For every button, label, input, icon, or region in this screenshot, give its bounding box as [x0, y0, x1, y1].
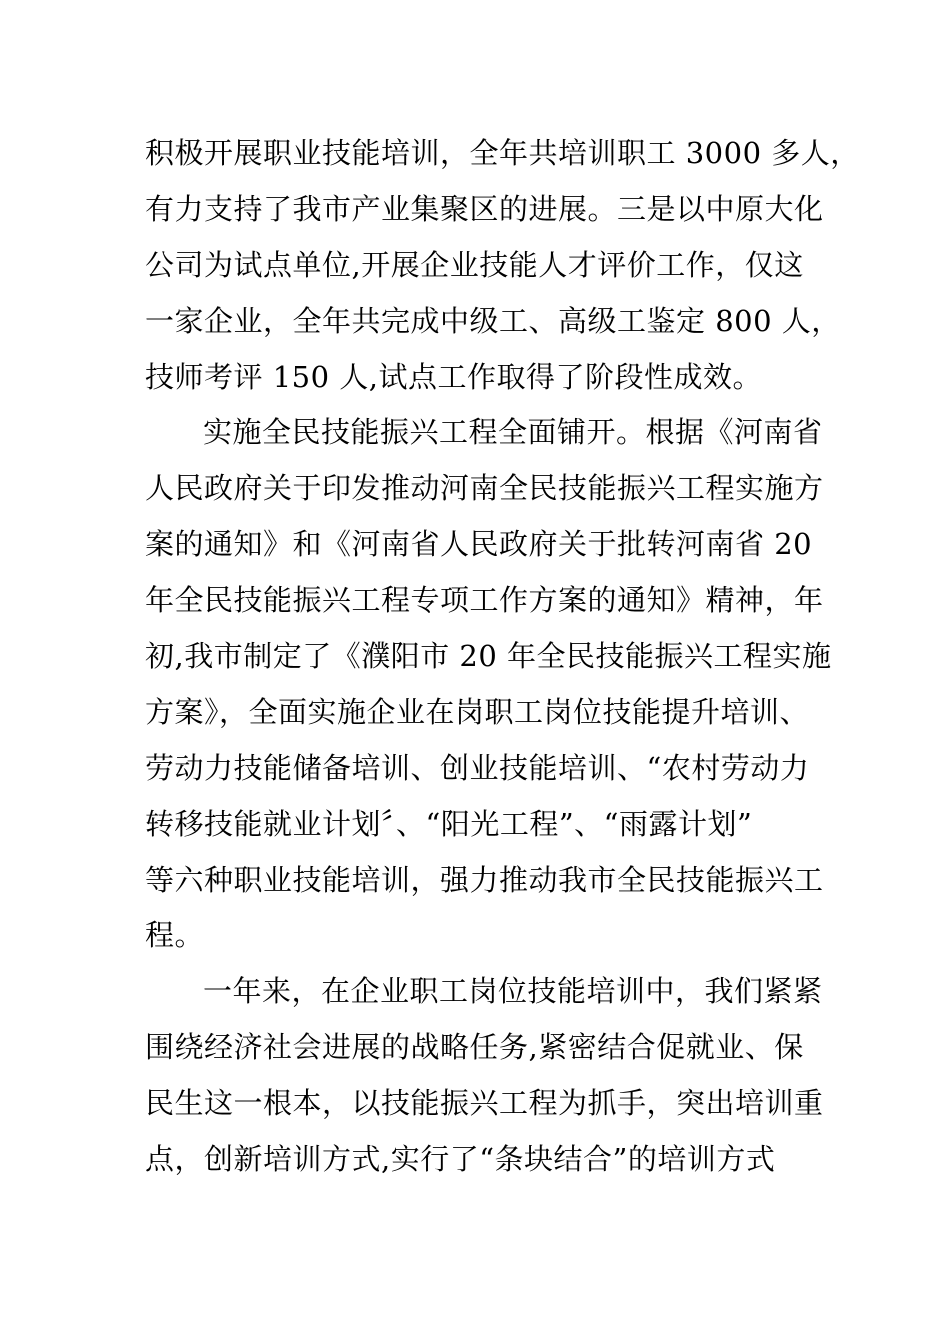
text-line: 年全民技能振兴工程专项工作方案的通知》精神，年 — [145, 583, 824, 618]
document-body — [145, 126, 860, 1188]
text-line: 等六种职业技能培训，强力推动我市全民技能振兴工 — [145, 862, 824, 897]
text-line: 围绕经济社会进展的战略任务,紧密结合促就业、保 — [145, 1030, 804, 1065]
text-line: 转移技能就业计划〞、“阳光工程”、“雨露计划” — [145, 806, 753, 841]
text-line: 程。 — [145, 918, 205, 953]
text-line: 技师考评 150 人,试点工作取得了阶段性成效。 — [145, 359, 763, 394]
text-line: 民生这一根本，以技能振兴工程为抓手，突出培训重 — [145, 1086, 824, 1121]
text-line: 初,我市制定了《濮阳市 20 年全民技能振兴工程实施 — [145, 639, 832, 674]
text-line: 点，创新培训方式,实行了“条块结合”的培训方式 — [145, 1142, 776, 1177]
text-line: 方案》，全面实施企业在岗职工岗位技能提升培训、 — [145, 694, 810, 729]
text-line: 案的通知》和《河南省人民政府关于批转河南省 20 — [145, 527, 813, 562]
text-line: 公司为试点单位,开展企业技能人才评价工作，仅这 — [145, 247, 804, 282]
text-line: 劳动力技能储备培训、创业技能培训、“农村劳动力 — [145, 750, 810, 785]
text-line: 一年来，在企业职工岗位技能培训中，我们紧紧 — [203, 974, 823, 1009]
text-line: 一家企业，全年共完成中级工、高级工鉴定 800 人， — [145, 303, 841, 338]
text-line: 有力支持了我市产业集聚区的进展。三是以中原大化 — [145, 191, 824, 226]
text-line: 积极开展职业技能培训，全年共培训职工 3000 多人， — [145, 136, 860, 170]
text-line: 人民政府关于印发推动河南全民技能振兴工程实施方 — [145, 471, 824, 506]
text-line: 实施全民技能振兴工程全面铺开。根据《河南省 — [203, 415, 823, 450]
